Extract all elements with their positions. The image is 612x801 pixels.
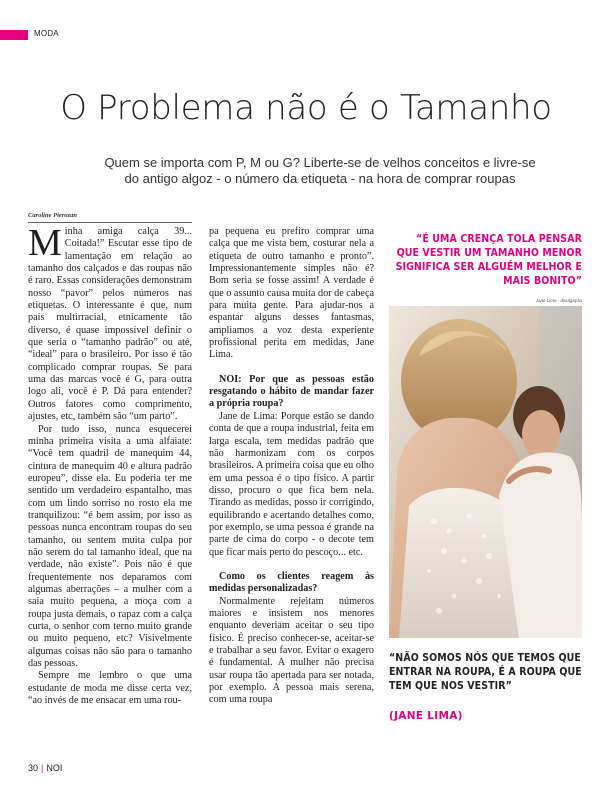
article-headline: O Problema não é o Tamanho	[60, 88, 552, 128]
publication-name: NOI	[46, 763, 63, 773]
pull-quote-bottom: “NÃO SOMOS NÓS QUE TEMOS QUE ENTRAR NA ROUPA, É A ROUPA QUE TEM QUE NOS VESTIR”	[389, 652, 582, 692]
paragraph-1-text: inha amiga calça 39... Coitada!” Escutar esse tipo de lamentação em relação ao tamanho dos calçados e das roupas não é raro. Essas considerações demonstram nosso “pavor” pelos números nas etiquetas. O interessante é que, num país multirracial, etnicamente tão diverso, é quase impossível definir o que seria o “tamanho padrão” ou até, “ideal” para o brasileiro. Por isso é tão complicado comprar roupas. Se para uma das marcas você é G, para outra logo ali, você é P. Dá para entender? Outros fatores como comprimento, ajustes, etc, também são “um parto”.	[28, 226, 192, 423]
article-lede: Quem se importa com P, M ou G? Liberte-se de velhos conceitos e livre-se do antigo algoz - o número da etiqueta - na hora de comprar roupas	[104, 155, 536, 186]
pull-quote-top: “É UMA CRENÇA TOLA PENSAR QUE VESTIR UM TAMANHO MENOR SIGNIFICA SER ALGUÉM MELHOR E MAIS BONITO”	[395, 233, 582, 287]
interview-answer-1: Jane de Lima: Porque estão se dando conta de que a roupa industrial, feita em larga escala, tem medidas padrão que não harmonizam com os corpos brasileiros. A primeira coisa que eu olho em uma pessoa é o tipo físico. A partir disso, procuro o que fica bem nela. Tirando as medidas, posso ir corrigindo, equilibrando e acertando detalhes como, por exemplo, se uma pessoa é grande na parte de cima do corpo - o decote tem que ficar mais perto do pescoço... etc.	[209, 410, 374, 558]
article-photo	[389, 306, 582, 638]
quote-attribution: (JANE LIMA)	[389, 710, 463, 722]
fitting-photo-illustration	[389, 306, 582, 638]
intro-paragraph: pa pequena eu prefiro comprar uma calça que me vista bem, costurar nela a etiqueta de outro tamanho e pronto”. Impressionantemente simples não é? Bom seria se fosse assim! A verdade é que o assunto causa muita dor de cabeça para muita gente. Para ajudar-nos a espantar alguns desses fantasmas, ampliamos a voz desta experiente profissional perita em medidas, Jane Lima.	[209, 226, 374, 361]
author-byline: Caroline Pierozan	[28, 212, 77, 219]
article-column-2	[209, 226, 374, 707]
page-folio	[28, 763, 62, 773]
pull-quote-top-text: É UMA CRENÇA TOLA PENSAR QUE VESTIR UM TAMANHO MENOR SIGNIFICA SER ALGUÉM MELHOR E MAIS BONITO”	[395, 233, 582, 287]
interview-question-1: NOI: Por que as pessoas estão resgatando o hábito de mandar fazer a própria roupa?	[209, 373, 374, 410]
paragraph-2: Por tudo isso, nunca esquecerei minha primeira visita a uma alfaiate: “Você tem quadril de manequim 44, cintura de manequim 40 e altura padrão europeu”, disse ela. Eu poderia ter me sentido um verdadeiro espantalho, mas com um lindo sorriso no rosto ela me tranquilizou: “é bem assim, por isso as pessoas nunca encontram roupas do seu tamanho, ou sentem muita culpa por não serem do tal tamanho ideal, que na verdade, não existe”. Pois não é que frequentemente nos deparamos com algumas aberrações – a mulher com a saia muito pequena, a moça com a roupa justa demais, o rapaz com a calça curta, o senhor com terno muito grande ou muito pequeno, etc? Visivelmente algumas coisas não são para o tamanho das pessoas.	[28, 423, 192, 670]
paragraph-1	[28, 222, 192, 424]
section-color-bar	[0, 30, 28, 40]
drop-cap: M	[28, 222, 62, 264]
interview-answer-2: Normalmente rejeitam números maiores e insistem nos menores enquanto deveriam aceitar o seu tipo físico. É preciso conhecer-se, aceitar-se e trabalhar a seu favor. Evitar o exagero é fundamental. A mulher não precisa usar roupa tão apertada para ser notada, por exemplo. A pessoa mais serena, com uma roupa	[209, 595, 374, 706]
interview-question-2: Como os clientes reagem às medidas personalizadas?	[209, 570, 374, 595]
section-label: MODA	[34, 29, 59, 38]
article-column-1	[28, 222, 192, 707]
paragraph-3: Sempre me lembro o que uma estudante de moda me disse certa vez, “ao invés de me ensacar em uma rou-	[28, 670, 192, 707]
folio-separator: |	[41, 763, 44, 773]
photo-credit: Jane Lima - divulgação	[535, 298, 582, 303]
page-number: 30	[28, 763, 39, 773]
